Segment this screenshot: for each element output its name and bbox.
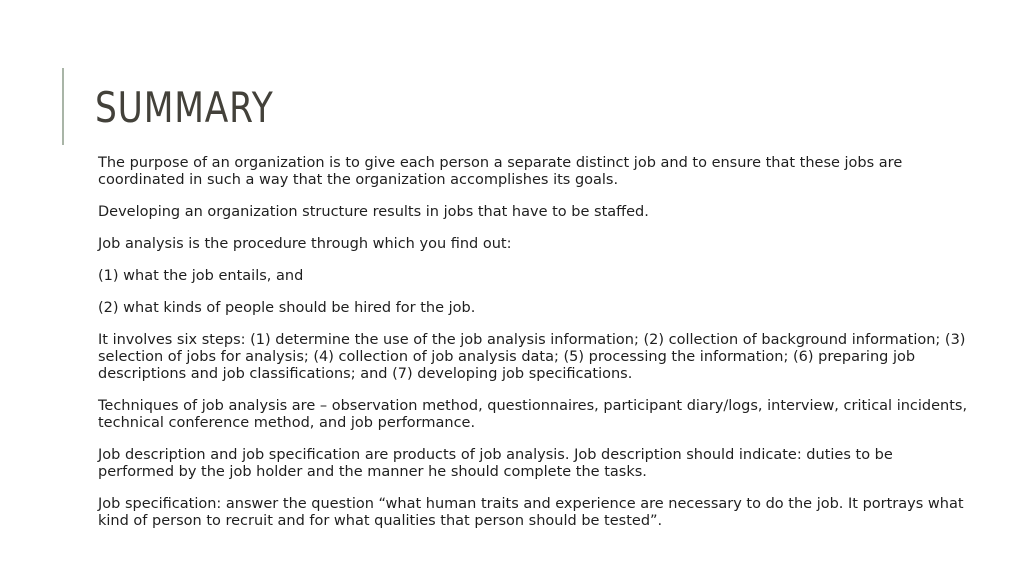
paragraph-job-description: Job description and job specification are products of job analysis. Job description should indicate: duties to be performed by the job holder and the manner he should complete the tasks. [98, 447, 893, 480]
paragraph-organization-purpose: The purpose of an organization is to give each person a separate distinct job and to ensure that these jobs are coordinated in such a way that the organization accomplishes its goals. [98, 155, 903, 188]
title-accent-bar [62, 68, 64, 145]
slide-title: SUMMARY [95, 83, 274, 132]
paragraph-six-steps: It involves six steps: (1) determine the use of the job analysis information; (2) collection of background information; (3) selection of jobs for analysis; (4) collection of job analysis data; (5) processing the information; (6) preparing job descriptions and job classifications; and (7) developing job specifications. [98, 332, 966, 382]
paragraph-people-to-hire: (2) what kinds of people should be hired for the job. [98, 300, 476, 316]
paragraph-job-entails: (1) what the job entails, and [98, 268, 304, 284]
paragraph-job-analysis-definition: Job analysis is the procedure through which you find out: [98, 236, 512, 252]
paragraph-techniques: Techniques of job analysis are – observation method, questionnaires, participant diary/logs, interview, critical incidents, technical conference method, and job performance. [98, 398, 968, 431]
paragraph-organization-structure: Developing an organization structure results in jobs that have to be staffed. [98, 204, 649, 220]
paragraph-job-specification: Job specification: answer the question “what human traits and experience are necessary to do the job. It portrays what kind of person to recruit and for what qualities that person should be tested”. [98, 496, 964, 529]
slide-body [98, 155, 968, 545]
